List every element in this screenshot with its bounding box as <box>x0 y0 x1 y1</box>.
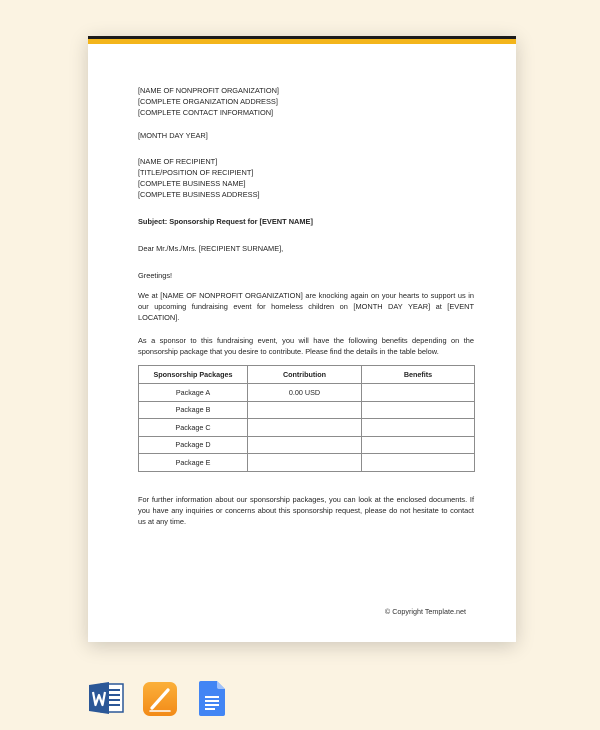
table-row <box>139 384 475 402</box>
table-cell: Package C <box>139 419 248 437</box>
date-block <box>138 130 474 141</box>
paragraph-text: We at [NAME OF NONPROFIT ORGANIZATION] are knocking again on your hearts to support us in our upcoming fundraising event for homeless children on [MONTH DAY YEAR] at [EVENT LOCATION]. <box>138 291 474 322</box>
table-row <box>139 401 475 419</box>
recipient-line: [TITLE/POSITION OF RECIPIENT] <box>138 168 254 177</box>
table-cell <box>248 419 362 437</box>
greeting: Greetings! <box>138 271 173 280</box>
header-bar-gold <box>88 39 516 44</box>
table-row <box>139 436 475 454</box>
benefits-paragraph <box>138 335 474 357</box>
table-header-row <box>139 366 475 384</box>
table-cell: Package E <box>139 454 248 472</box>
recipient-block <box>138 156 474 200</box>
intro-paragraph <box>138 290 474 323</box>
sender-line: [COMPLETE CONTACT INFORMATION] <box>138 108 274 117</box>
greeting-block <box>138 270 474 281</box>
table-header-cell: Benefits <box>362 366 475 384</box>
sender-line: [NAME OF NONPROFIT ORGANIZATION] <box>138 86 279 95</box>
table-cell <box>362 401 475 419</box>
closing-paragraph <box>138 494 474 527</box>
salutation-block <box>138 243 474 254</box>
table-cell <box>362 384 475 402</box>
table-cell <box>362 419 475 437</box>
table-cell <box>248 454 362 472</box>
sponsorship-table <box>138 365 475 472</box>
table-cell: Package B <box>139 401 248 419</box>
paragraph-text: For further information about our sponsorship packages, you can look at the enclosed documents. If you have any inquiries or concerns about this sponsorship request, please do not hesitate to contact us at any time. <box>138 494 474 526</box>
table-cell: Package D <box>139 436 248 454</box>
pages-icon[interactable] <box>143 682 177 721</box>
recipient-line: [COMPLETE BUSINESS NAME] <box>138 179 246 188</box>
document-page <box>88 36 516 642</box>
word-icon[interactable] <box>89 681 125 720</box>
table-cell: Package A <box>139 384 248 402</box>
table-cell <box>362 436 475 454</box>
table-cell <box>248 436 362 454</box>
paragraph-text: As a sponsor to this fundraising event, you will have the following benefits depending on the sponsorship package that you desire to contribute. Please find the details in the table below. <box>138 336 474 356</box>
table-header-cell: Contribution <box>248 366 362 384</box>
recipient-line: [COMPLETE BUSINESS ADDRESS] <box>138 190 260 199</box>
table-row <box>139 454 475 472</box>
sender-block <box>138 85 474 118</box>
table-cell <box>248 401 362 419</box>
google-docs-icon[interactable] <box>199 681 225 721</box>
table-row <box>139 419 475 437</box>
copyright-notice: © Copyright Template.net <box>384 607 466 616</box>
salutation: Dear Mr./Ms./Mrs. [RECIPIENT SURNAME], <box>138 244 284 253</box>
subject-block <box>138 216 474 227</box>
subject-line: Subject: Sponsorship Request for [EVENT NAME] <box>138 217 313 226</box>
table-cell <box>362 454 475 472</box>
letter-body <box>138 85 474 527</box>
table-cell: 0.00 USD <box>248 384 362 402</box>
table-header-cell: Sponsorship Packages <box>139 366 248 384</box>
sender-line: [COMPLETE ORGANIZATION ADDRESS] <box>138 97 278 106</box>
recipient-line: [NAME OF RECIPIENT] <box>138 157 218 166</box>
letter-date: [MONTH DAY YEAR] <box>138 131 208 140</box>
